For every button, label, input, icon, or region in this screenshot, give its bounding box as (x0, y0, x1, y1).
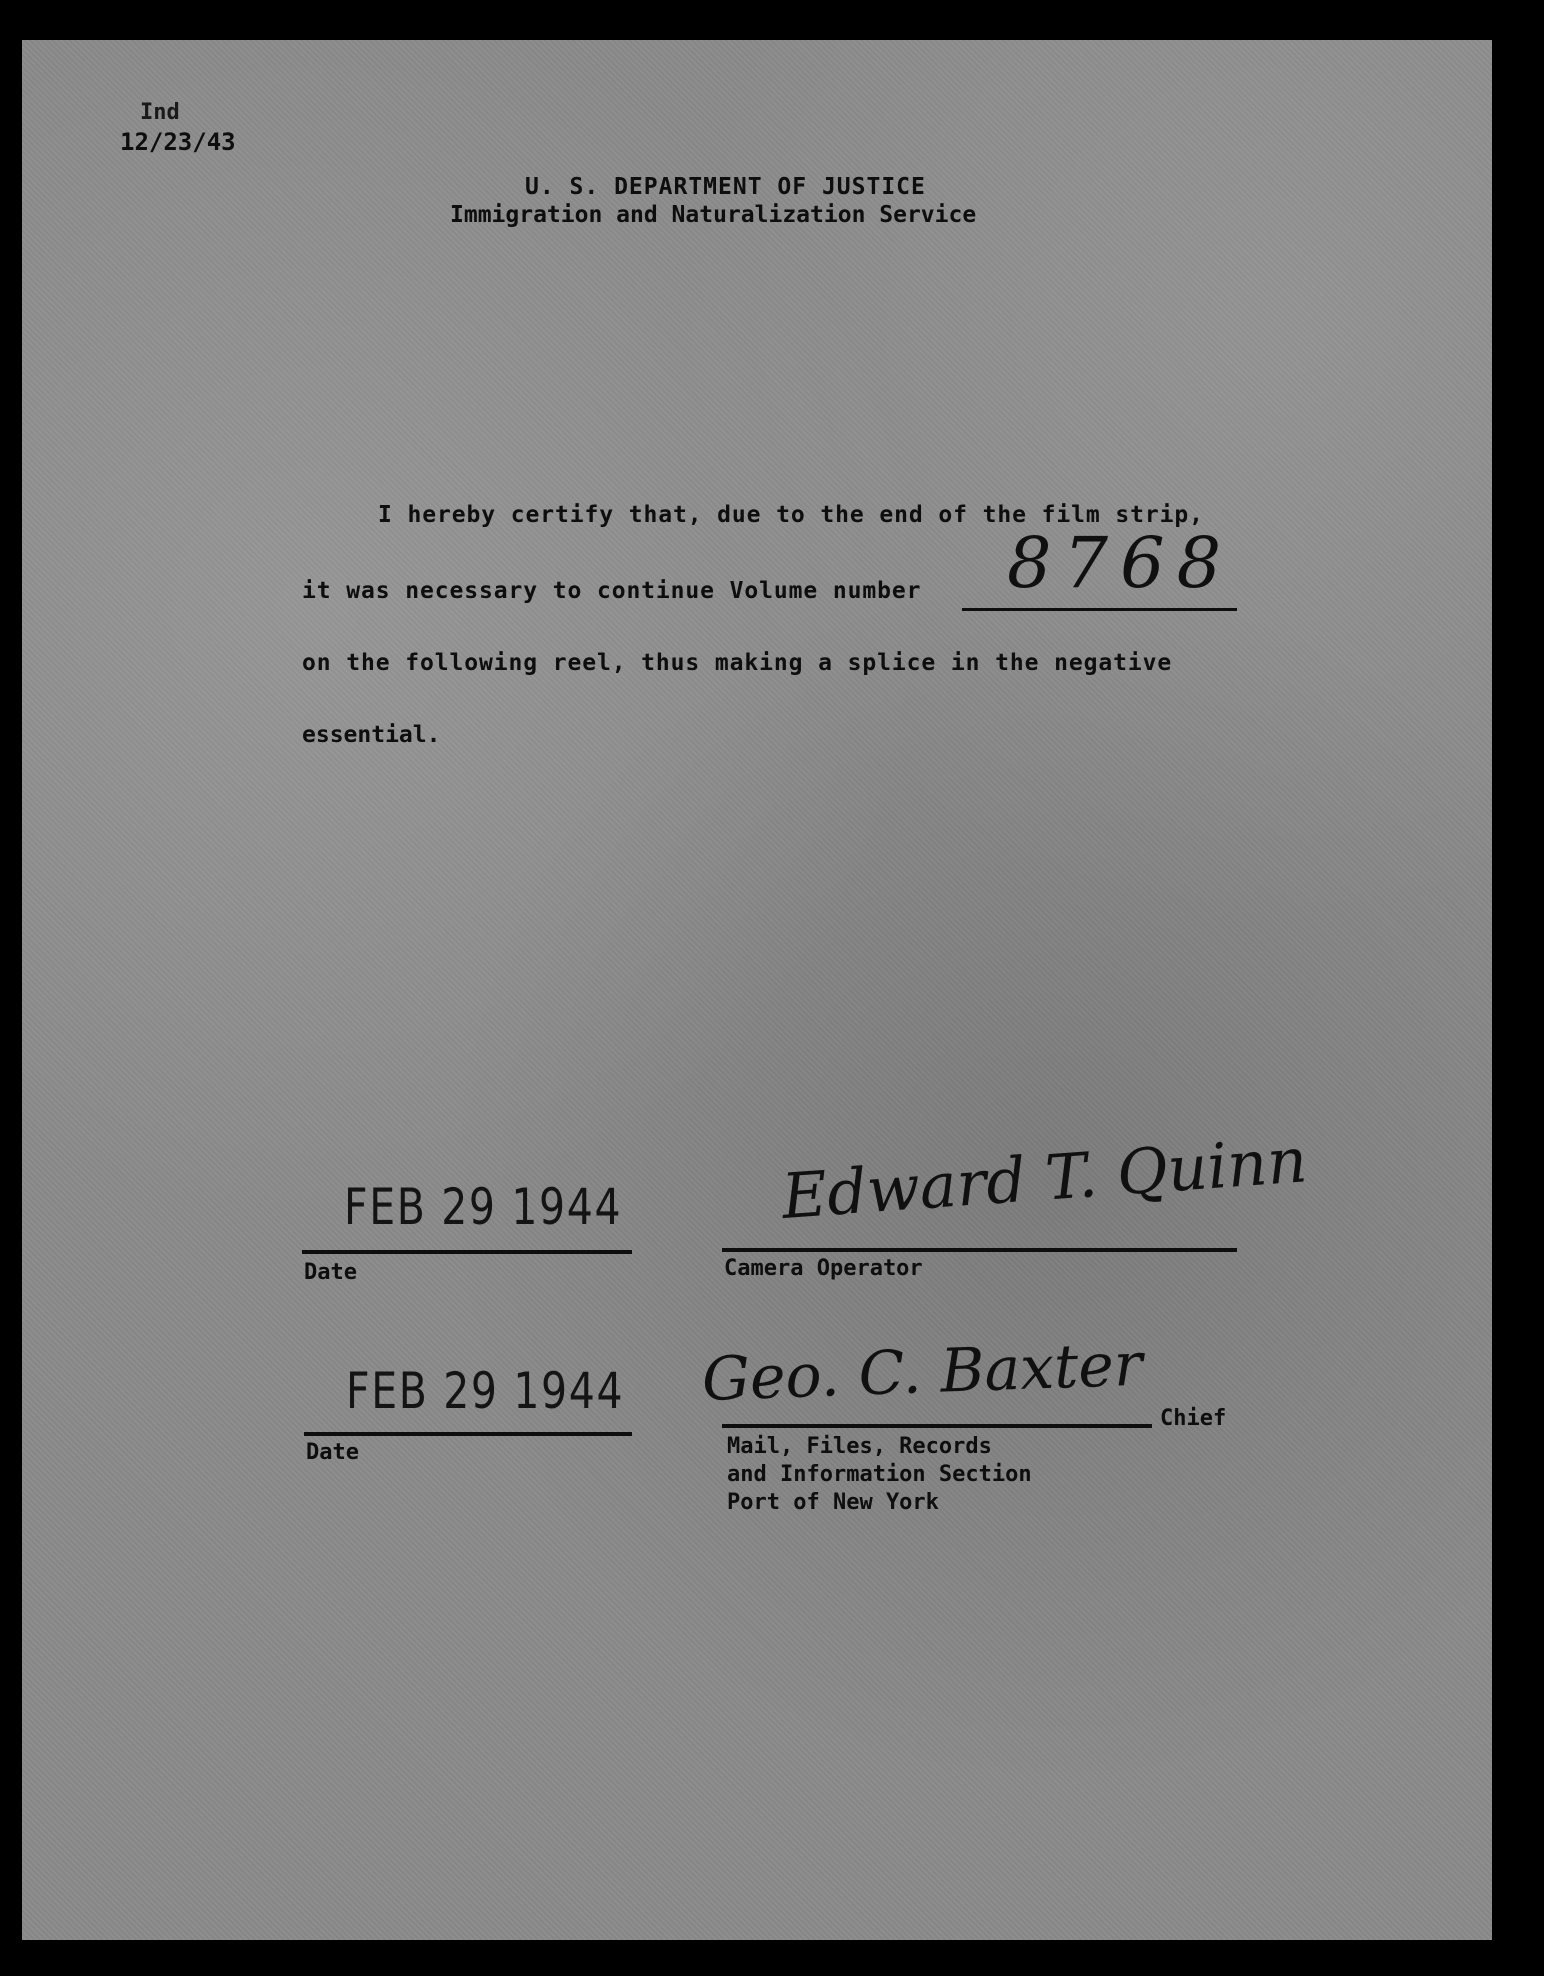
date-line-2 (304, 1432, 632, 1436)
camera-operator-label: Camera Operator (724, 1256, 923, 1281)
date-label-1: Date (304, 1260, 357, 1285)
camera-operator-line (722, 1248, 1237, 1252)
agency-heading: U. S. DEPARTMENT OF JUSTICE (525, 174, 926, 200)
chief-signature: Geo. C. Baxter (700, 1329, 1144, 1415)
chief-signature-line (722, 1424, 1152, 1428)
document-page (22, 40, 1492, 1940)
camera-operator-signature: Edward T. Quinn (779, 1123, 1310, 1233)
service-heading: Immigration and Naturalization Service (450, 202, 977, 228)
date-label-2: Date (306, 1440, 359, 1465)
date-stamp-1: FEB 29 1944 (344, 1178, 623, 1236)
office-line-2: and Information Section (727, 1462, 1032, 1487)
file-reference-date: 12/23/43 (120, 128, 236, 156)
certification-line-1: I hereby certify that, due to the end of the film strip, (378, 502, 1204, 528)
volume-number: 8768 (1007, 522, 1234, 604)
certification-line-2: it was necessary to continue Volume number (302, 578, 922, 604)
file-reference-code: Ind (140, 100, 180, 125)
volume-number-underline (962, 608, 1237, 611)
certification-line-3: on the following reel, thus making a splice in the negative (302, 650, 1173, 676)
certification-line-4: essential. (302, 722, 441, 748)
date-stamp-2: FEB 29 1944 (346, 1362, 625, 1420)
office-line-1: Mail, Files, Records (727, 1434, 992, 1459)
office-line-3: Port of New York (727, 1490, 939, 1515)
chief-title-label: Chief (1160, 1406, 1227, 1431)
date-line-1 (302, 1250, 632, 1254)
